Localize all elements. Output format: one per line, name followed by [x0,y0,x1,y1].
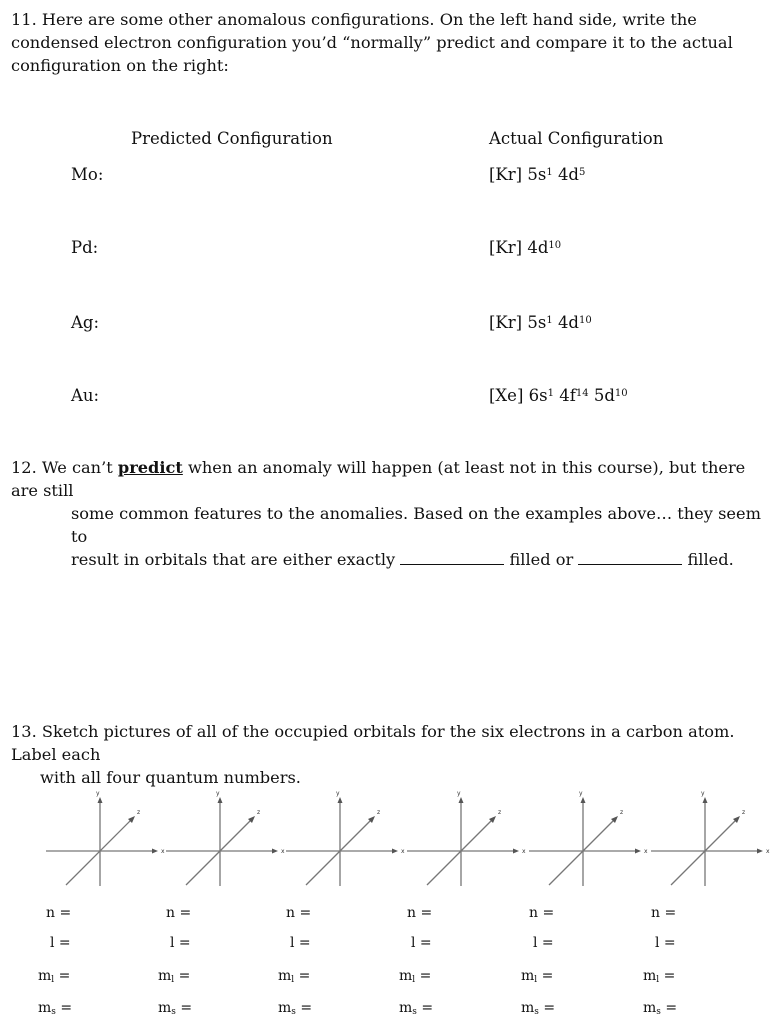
y-axis-arrow-icon [459,797,464,803]
magnetic-quantum-number-label: $m_l$ = [521,968,554,985]
quantum-subscript: s [171,1007,176,1017]
principal-quantum-number-label: n = [407,905,433,921]
quantum-subscript: s [291,1007,296,1017]
quantum-subscript: l [51,975,55,985]
x-axis-arrow-icon [152,849,158,854]
z-axis-label: z [377,809,381,816]
noble-gas-core: [Kr] [489,238,523,257]
electron-count: 10 [548,240,562,251]
coordinate-axes-sketch[interactable] [284,787,414,897]
principal-quantum-number-label: n = [651,905,677,921]
x-axis-arrow-icon [392,849,398,854]
question-12-text [11,456,776,571]
y-axis-arrow-icon [703,797,708,803]
question-12-line-3-end: filled. [682,550,734,569]
principal-quantum-number-label: n = [529,905,555,921]
angular-quantum-number-label: l = [411,935,432,951]
spin-quantum-number-label: $m_s$ = [158,1000,193,1017]
orbital-term: $4f^{14}$ [559,386,589,405]
element-label-mo: Mo: [71,165,104,184]
angular-quantum-number-label: l = [655,935,676,951]
question-12-line-3-start: result in orbitals that are either exactly [71,550,401,569]
orbital-term: $4d^5$ [557,165,586,184]
actual-config-ag [489,313,592,332]
coordinate-axes-sketch[interactable] [44,787,174,897]
quantum-subscript: l [534,975,538,985]
z-axis-label: z [498,809,502,816]
x-axis-label: x [522,848,526,855]
y-axis-arrow-icon [218,797,223,803]
actual-config-pd [489,238,561,257]
predicted-configuration-header: Predicted Configuration [131,129,333,148]
orbital-term: $5s^1$ [527,313,553,332]
quantum-subscript: s [51,1007,56,1017]
orbital-term: $6s^1$ [528,386,554,405]
spin-quantum-number-label: $m_s$ = [643,1000,678,1017]
x-axis-arrow-icon [757,849,763,854]
noble-gas-core: [Kr] [489,165,523,184]
y-axis-label: y [336,790,340,797]
magnetic-quantum-number-label: $m_l$ = [643,968,676,985]
question-13-line-1: 13. Sketch pictures of all of the occupied orbitals for the six electrons in a carbon atom. Label each [11,722,735,764]
quantum-subscript: l [656,975,660,985]
question-13-line-2: with all four quantum numbers. [40,768,301,787]
answer-blank-2[interactable] [578,552,682,565]
x-axis-arrow-icon [635,849,641,854]
electron-count: 1 [546,315,553,326]
coordinate-axes-sketch[interactable] [649,787,779,897]
y-axis-label: y [701,790,705,797]
magnetic-quantum-number-label: $m_l$ = [38,968,71,985]
y-axis-label: y [457,790,461,797]
quantum-subscript: l [412,975,416,985]
actual-configuration-header: Actual Configuration [489,129,664,148]
spin-quantum-number-label: $m_s$ = [38,1000,73,1017]
element-label-pd: Pd: [71,238,99,257]
question-12-before: We can’t [41,458,118,477]
y-axis-arrow-icon [581,797,586,803]
quantum-subscript: s [656,1007,661,1017]
angular-quantum-number-label: l = [290,935,311,951]
noble-gas-core: [Xe] [489,386,524,405]
x-axis-label: x [281,848,285,855]
y-axis-label: y [579,790,583,797]
question-12-after: when an anomaly will happen (at least not in this course), but there are still [11,458,746,500]
principal-quantum-number-label: n = [286,905,312,921]
orbital-term: $5s^1$ [527,165,553,184]
question-13-text [11,720,776,789]
actual-config-mo [489,165,585,184]
quantum-subscript: s [412,1007,417,1017]
z-axis-line [186,819,252,885]
coordinate-axes-sketch[interactable] [405,787,535,897]
actual-config-au [489,386,628,405]
electron-count: 1 [546,167,553,178]
electron-count: 14 [575,388,589,399]
principal-quantum-number-label: n = [46,905,72,921]
principal-quantum-number-label: n = [166,905,192,921]
spin-quantum-number-label: $m_s$ = [399,1000,434,1017]
spin-quantum-number-label: $m_s$ = [278,1000,313,1017]
magnetic-quantum-number-label: $m_l$ = [278,968,311,985]
orbital-term: $4d^{10}$ [527,238,562,257]
z-axis-line [671,819,737,885]
x-axis-arrow-icon [272,849,278,854]
question-12-line-3-mid: filled or [504,550,579,569]
angular-quantum-number-label: l = [170,935,191,951]
answer-blank-1[interactable] [400,552,504,565]
quantum-subscript: l [291,975,295,985]
noble-gas-core: [Kr] [489,313,523,332]
z-axis-label: z [257,809,261,816]
element-label-au: Au: [71,386,100,405]
angular-quantum-number-label: l = [50,935,71,951]
y-axis-arrow-icon [338,797,343,803]
y-axis-label: y [216,790,220,797]
x-axis-label: x [644,848,648,855]
electron-count: 5 [579,167,586,178]
electron-count: 10 [579,315,592,326]
z-axis-line [427,819,493,885]
predict-emphasis: predict [117,458,183,477]
magnetic-quantum-number-label: $m_l$ = [158,968,191,985]
question-12-line-2: some common features to the anomalies. Based on the examples above… they seem to [71,504,761,546]
z-axis-line [549,819,615,885]
quantum-subscript: s [534,1007,539,1017]
orbital-term: $5d^{10}$ [593,386,628,405]
question-12-number: 12. [11,458,37,477]
element-label-ag: Ag: [71,313,100,332]
question-11-text: 11. Here are some other anomalous configurations. On the left hand side, write the condensed electron configuration you’d “normally” predict and compare it to the actual configuration on the right: [11,10,733,75]
z-axis-line [306,819,372,885]
x-axis-label: x [161,848,165,855]
quantum-subscript: l [171,975,175,985]
orbital-term: $4d^{10}$ [557,313,592,332]
coordinate-axes-sketch[interactable] [164,787,294,897]
magnetic-quantum-number-label: $m_l$ = [399,968,432,985]
question-12-line-3 [11,548,776,571]
coordinate-axes-sketch[interactable] [527,787,657,897]
z-axis-label: z [620,809,624,816]
x-axis-label: x [401,848,405,855]
z-axis-label: z [137,809,141,816]
spin-quantum-number-label: $m_s$ = [521,1000,556,1017]
x-axis-arrow-icon [513,849,519,854]
electron-count: 10 [614,388,628,399]
angular-quantum-number-label: l = [533,935,554,951]
electron-count: 1 [547,388,554,399]
z-axis-label: z [742,809,746,816]
y-axis-arrow-icon [98,797,103,803]
x-axis-label: x [766,848,770,855]
z-axis-line [66,819,132,885]
y-axis-label: y [96,790,100,797]
